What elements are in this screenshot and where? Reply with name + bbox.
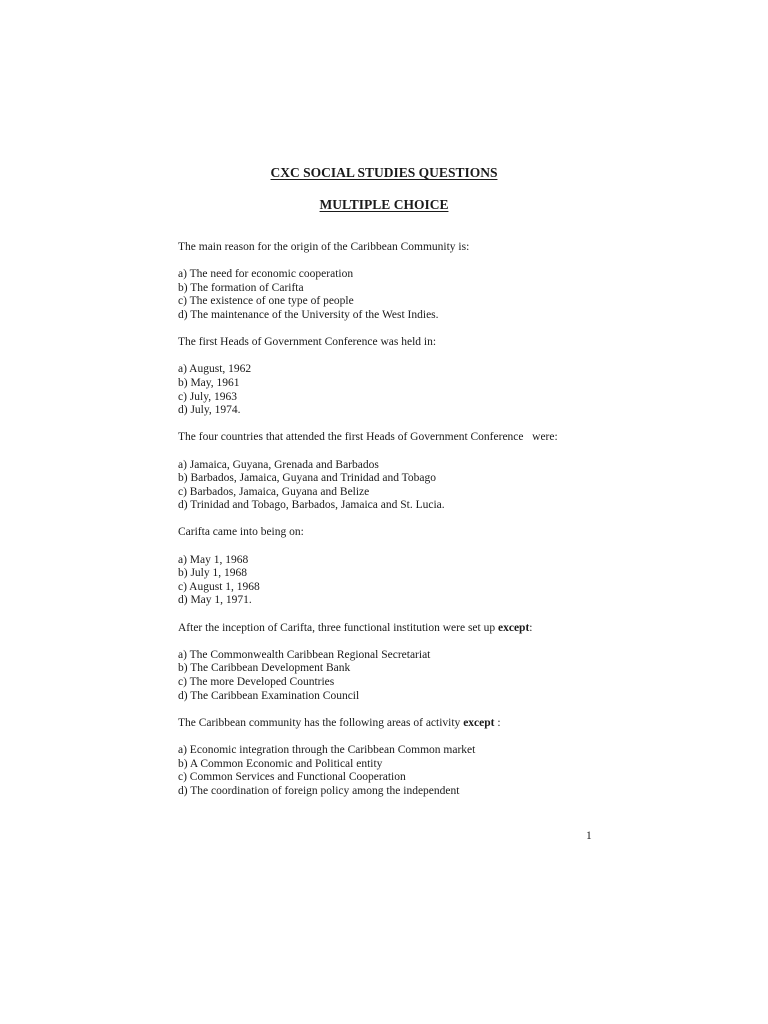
answer-option: c) The existence of one type of people: [178, 295, 354, 308]
answer-option: d) The maintenance of the University of the West Indies.: [178, 308, 439, 321]
answer-options: [178, 363, 648, 417]
answer-option: d) Trinidad and Tobago, Barbados, Jamaica and St. Lucia.: [178, 499, 445, 512]
question-text: The four countries that attended the first Heads of Government Conference were:: [178, 431, 558, 444]
document-subtitle: MULTIPLE CHOICE: [319, 197, 449, 212]
answer-option: a) May 1, 1968: [178, 553, 249, 566]
keyword-except: except: [497, 621, 530, 634]
page-number: 1: [586, 830, 592, 842]
answer-option: a) The need for economic cooperation: [178, 268, 354, 281]
answer-option: b) The Caribbean Development Bank: [178, 662, 351, 675]
question-text: Carifta came into being on:: [178, 526, 304, 539]
answer-option: b) July 1, 1968: [178, 567, 247, 580]
answer-option: d) May 1, 1971.: [178, 594, 252, 607]
question-block: [178, 717, 648, 799]
question-block: [178, 622, 648, 704]
question-text: The first Heads of Government Conference was held in:: [178, 336, 437, 349]
answer-option: a) Economic integration through the Caribbean Common market: [178, 743, 476, 756]
question-block: [178, 336, 648, 418]
answer-option: c) July, 1963: [178, 390, 237, 403]
question-block: [178, 431, 648, 513]
answer-option: b) A Common Economic and Political entity: [178, 757, 383, 770]
answer-option: b) The formation of Carifta: [178, 281, 304, 294]
answer-option: c) August 1, 1968: [178, 580, 260, 593]
answer-options: [178, 649, 648, 703]
answer-option: b) Barbados, Jamaica, Guyana and Trinidad and Tobago: [178, 472, 436, 485]
answer-options: [178, 459, 648, 513]
answer-option: d) The coordination of foreign policy among the independent: [178, 784, 460, 797]
answer-option: d) The Caribbean Examination Council: [178, 689, 360, 702]
answer-option: c) Common Services and Functional Cooperation: [178, 771, 406, 784]
question-text: After the inception of Carifta, three functional institution were set up except:: [178, 621, 533, 634]
question-list: [178, 241, 648, 812]
answer-option: c) The more Developed Countries: [178, 676, 335, 688]
question-text: The main reason for the origin of the Caribbean Community is:: [178, 241, 470, 253]
question-text: The Caribbean community has the following areas of activity except :: [178, 716, 501, 729]
document-title: CXC SOCIAL STUDIES QUESTIONS: [270, 165, 498, 180]
answer-option: a) The Commonwealth Caribbean Regional Secretariat: [178, 648, 431, 661]
answer-option: d) July, 1974.: [178, 404, 241, 417]
question-block: [178, 241, 648, 323]
answer-option: a) August, 1962: [178, 363, 252, 376]
answer-options: [178, 268, 648, 322]
answer-options: [178, 744, 648, 798]
answer-option: c) Barbados, Jamaica, Guyana and Belize: [178, 485, 370, 498]
question-block: [178, 526, 648, 608]
answer-options: [178, 554, 648, 608]
answer-option: a) Jamaica, Guyana, Grenada and Barbados: [178, 458, 379, 471]
keyword-except: except: [463, 716, 495, 729]
answer-option: b) May, 1961: [178, 376, 240, 389]
